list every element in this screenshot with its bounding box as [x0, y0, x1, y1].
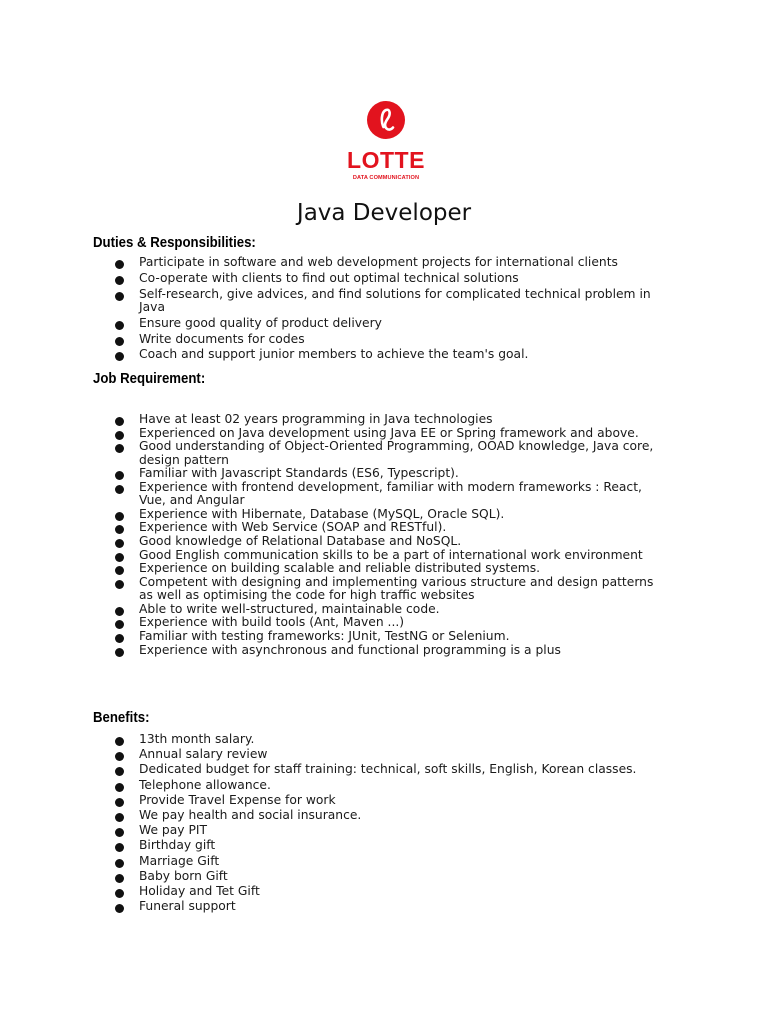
duties-heading: Duties & Responsibilities: — [93, 234, 256, 251]
list-item: Able to write well-structured, maintainable code. — [0, 603, 659, 616]
list-item: Write documents for codes — [0, 333, 659, 346]
list-item: Good understanding of Object-Oriented Programming, OOAD knowledge, Java core, design pattern — [0, 440, 659, 467]
list-item: We pay PIT — [0, 824, 659, 837]
list-item: Holiday and Tet Gift — [0, 885, 659, 898]
list-item: Have at least 02 years programming in Java technologies — [0, 413, 659, 426]
list-item: Provide Travel Expense for work — [0, 794, 659, 807]
list-item: Familiar with Javascript Standards (ES6, Typescript). — [0, 467, 659, 480]
list-item: Experience with Web Service (SOAP and RESTful). — [0, 521, 659, 534]
page-title: Java Developer — [296, 200, 472, 226]
list-item: Experience with build tools (Ant, Maven ...) — [0, 616, 659, 629]
requirements-heading: Job Requirement: — [93, 370, 206, 387]
list-item: Experience with asynchronous and functional programming is a plus — [0, 644, 659, 657]
list-item: Participate in software and web development projects for international clients — [0, 256, 659, 269]
list-item: Experienced on Java development using Java EE or Spring framework and above. — [0, 427, 659, 440]
benefits-list — [0, 733, 659, 915]
list-item: Telephone allowance. — [0, 779, 659, 792]
list-item: Dedicated budget for staff training: technical, soft skills, English, Korean classes. — [0, 763, 659, 776]
logo-wordmark: LOTTE — [347, 147, 425, 173]
list-item: We pay health and social insurance. — [0, 809, 659, 822]
list-item: Ensure good quality of product delivery — [0, 317, 659, 330]
list-item: Birthday gift — [0, 839, 659, 852]
company-logo — [338, 100, 434, 186]
list-item: Self-research, give advices, and find solutions for complicated technical problem in Java — [0, 288, 659, 315]
list-item: Co-operate with clients to find out optimal technical solutions — [0, 272, 659, 285]
list-item: Good knowledge of Relational Database and NoSQL. — [0, 535, 659, 548]
list-item: Baby born Gift — [0, 870, 659, 883]
benefits-heading: Benefits: — [93, 709, 150, 726]
requirements-list — [0, 413, 659, 657]
list-item: 13th month salary. — [0, 733, 659, 746]
list-item: Familiar with testing frameworks: JUnit, TestNG or Selenium. — [0, 630, 659, 643]
list-item: Experience with frontend development, familiar with modern frameworks : React, Vue, and Angular — [0, 481, 659, 508]
list-item: Marriage Gift — [0, 855, 659, 868]
list-item: Funeral support — [0, 900, 659, 913]
list-item: Good English communication skills to be a part of international work environment — [0, 549, 659, 562]
list-item: Competent with designing and implementing various structure and design patterns as well as optimising the code for high traffic websites — [0, 576, 659, 603]
logo-subtitle: DATA COMMUNICATION — [352, 175, 420, 181]
duties-list — [0, 256, 659, 364]
lotte-swirl-icon — [366, 100, 406, 140]
list-item: Annual salary review — [0, 748, 659, 761]
list-item: Experience on building scalable and reliable distributed systems. — [0, 562, 659, 575]
list-item: Experience with Hibernate, Database (MySQL, Oracle SQL). — [0, 508, 659, 521]
list-item: Coach and support junior members to achieve the team's goal. — [0, 348, 659, 361]
